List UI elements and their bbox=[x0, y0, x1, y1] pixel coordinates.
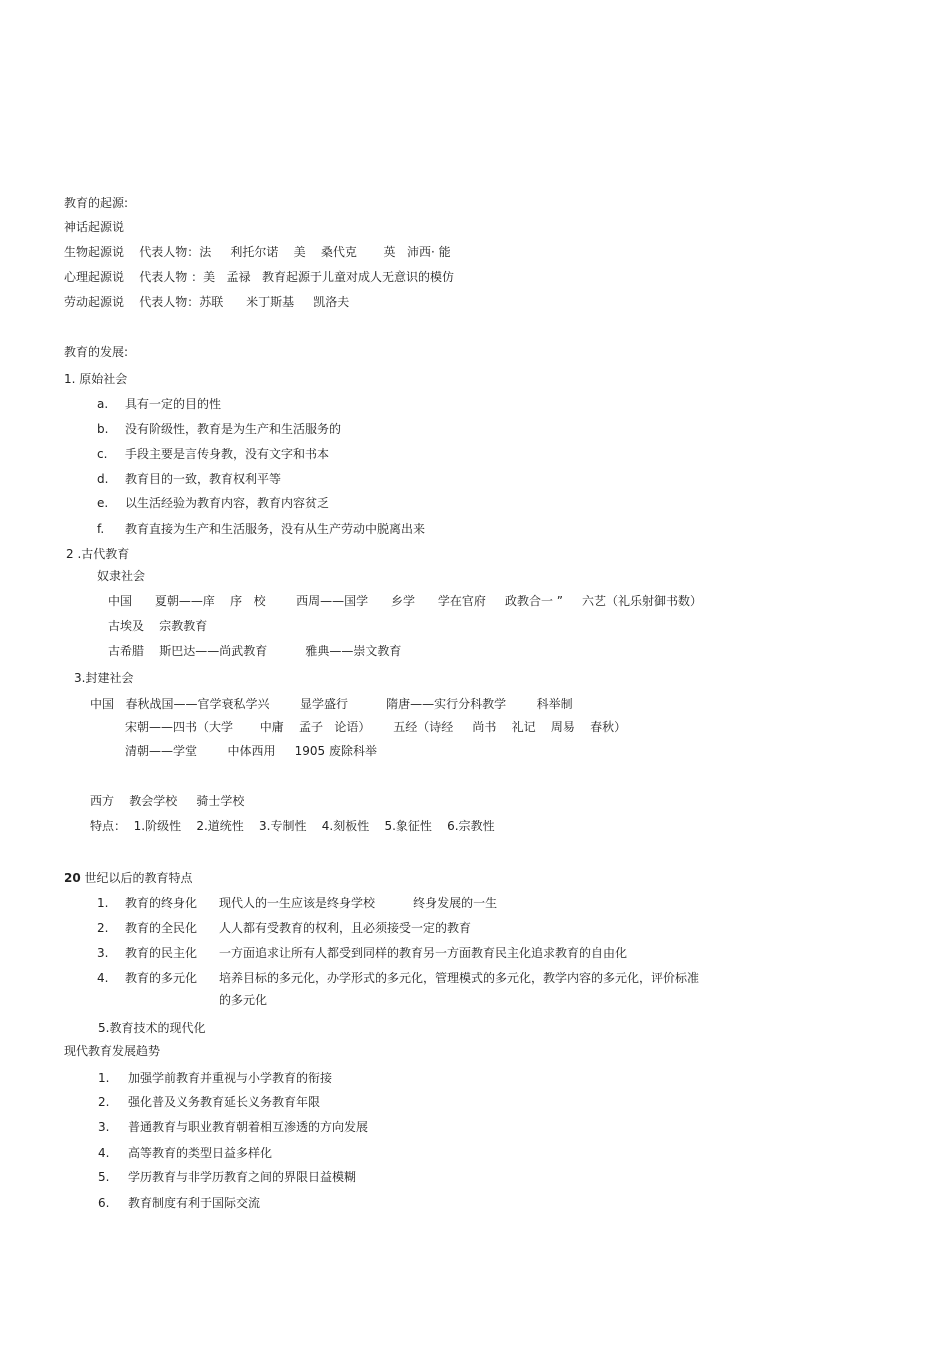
origin-line: 心理起源说 代表人物 ：美 孟禄 教育起源于儿童对成人无意识的模仿 bbox=[64, 270, 454, 284]
list-item-text: 教育目的一致，教育权利平等 bbox=[125, 472, 282, 486]
item-text: 加强学前教育并重视与小学教育的衔接 bbox=[128, 1071, 333, 1085]
list-item-text: 教育直接为生产和生活服务，没有从生产劳动中脱离出来 bbox=[125, 522, 426, 536]
heading-text: 世纪以后的教育特点 bbox=[80, 871, 193, 885]
item-number: 2. bbox=[98, 1095, 110, 1109]
item-number: 4. bbox=[98, 1146, 110, 1160]
origin-line: 生物起源说 代表人物：法 利托尔诺 美 桑代克 英 沛西· 能 bbox=[64, 245, 451, 259]
list-item-text: 没有阶级性，教育是为生产和生活服务的 bbox=[125, 422, 342, 436]
item-desc: 现代人的一生应该是终身学校 终身发展的一生 bbox=[219, 896, 498, 910]
item-text: 学历教育与非学历教育之间的界限日益模糊 bbox=[128, 1170, 357, 1184]
item-number: 2. bbox=[97, 921, 109, 935]
twentieth-item-5: 5.教育技术的现代化 bbox=[98, 1021, 206, 1035]
item-number: 6. bbox=[98, 1196, 110, 1210]
item-number: 5. bbox=[98, 1170, 110, 1184]
list-marker: d. bbox=[97, 472, 109, 486]
feudal-line: 清朝——学堂 中体西用 1905 废除科举 bbox=[125, 744, 377, 758]
item-name: 教育的民主化 bbox=[125, 946, 198, 960]
list-marker: e. bbox=[97, 496, 109, 510]
item-desc: 人人都有受教育的权利，且必须接受一定的教育 bbox=[219, 921, 472, 935]
list-marker: a. bbox=[97, 397, 109, 411]
list-item-text: 具有一定的目的性 bbox=[125, 397, 222, 411]
item-text: 高等教育的类型日益多样化 bbox=[128, 1146, 273, 1160]
item-name: 教育的终身化 bbox=[125, 896, 198, 910]
item-number: 1. bbox=[97, 896, 109, 910]
primitive-title: 1. 原始社会 bbox=[64, 372, 128, 386]
item-name: 教育的全民化 bbox=[125, 921, 198, 935]
heading-number: 20 bbox=[64, 871, 81, 885]
feudal-line: 宋朝——四书（大学 中庸 孟子 论语） 五经（诗经 尚书 礼记 周易 春秋） bbox=[125, 720, 627, 734]
slave-society-line: 中国 夏朝——庠 序 校 西周——国学 乡学 学在官府 政教合一 ” 六艺（礼乐射御书数） bbox=[108, 594, 703, 608]
list-marker: b. bbox=[97, 422, 109, 436]
item-desc: 一方面追求让所有人都受到同样的教育另一方面教育民主化追求教育的自由化 bbox=[219, 946, 628, 960]
origin-line: 神话起源说 bbox=[64, 220, 125, 234]
item-number: 1. bbox=[98, 1071, 110, 1085]
item-text: 强化普及义务教育延长义务教育年限 bbox=[128, 1095, 321, 1109]
item-name: 教育的多元化 bbox=[125, 971, 198, 985]
item-number: 3. bbox=[97, 946, 109, 960]
list-marker: c. bbox=[97, 447, 108, 461]
twentieth-heading bbox=[64, 871, 193, 885]
item-text: 教育制度有利于国际交流 bbox=[128, 1196, 261, 1210]
list-marker: f. bbox=[97, 522, 105, 536]
slave-society-line: 古埃及 宗教教育 bbox=[108, 619, 208, 633]
list-item-text: 以生活经验为教育内容，教育内容贫乏 bbox=[125, 496, 330, 510]
slave-society-line: 古希腊 斯巴达——尚武教育 雅典——崇文教育 bbox=[108, 644, 402, 658]
ancient-title: 2 .古代教育 bbox=[66, 547, 130, 561]
item-text: 普通教育与职业教育朝着相互渗透的方向发展 bbox=[128, 1120, 369, 1134]
slave-society-title: 奴隶社会 bbox=[97, 569, 146, 583]
features-line: 特点： 1.阶级性 2.道统性 3.专制性 4.刻板性 5.象征性 6.宗教性 bbox=[90, 819, 495, 833]
item-number: 4. bbox=[97, 971, 109, 985]
origin-line: 劳动起源说 代表人物：苏联 米丁斯基 凯洛夫 bbox=[64, 295, 350, 309]
item-desc: 培养目标的多元化，办学形式的多元化，管理模式的多元化，教学内容的多元化，评价标准 bbox=[219, 971, 700, 985]
feudal-line: 中国 春秋战国——官学衰私学兴 显学盛行 隋唐——实行分科教学 科举制 bbox=[90, 697, 573, 711]
development-heading: 教育的发展: bbox=[64, 345, 129, 359]
item-number: 3. bbox=[98, 1120, 110, 1134]
item-desc-continued: 的多元化 bbox=[219, 993, 268, 1007]
feudal-title: 3.封建社会 bbox=[74, 671, 134, 685]
trends-heading: 现代教育发展趋势 bbox=[64, 1044, 161, 1058]
west-line: 西方 教会学校 骑士学校 bbox=[90, 794, 245, 808]
origin-heading: 教育的起源: bbox=[64, 196, 129, 210]
list-item-text: 手段主要是言传身教，没有文字和书本 bbox=[125, 447, 330, 461]
